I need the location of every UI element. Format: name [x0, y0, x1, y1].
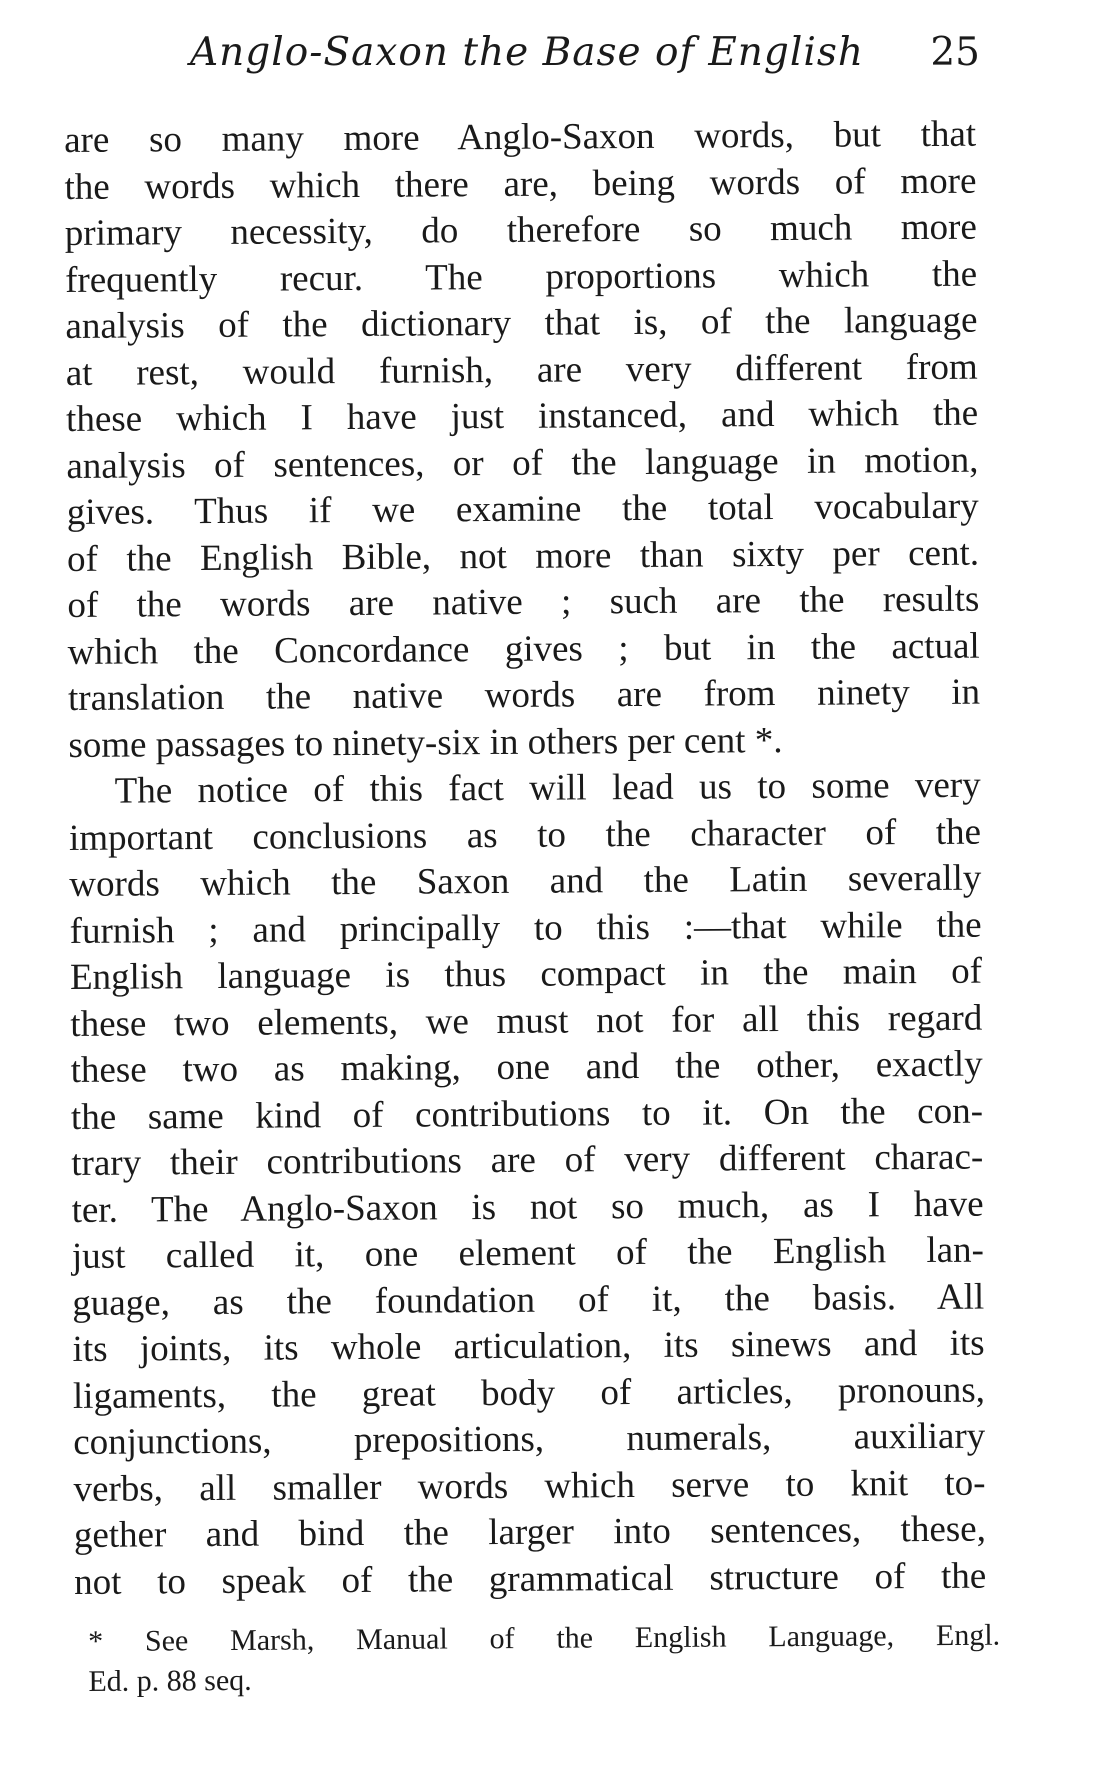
text-line: important conclusions as to the character of the [68, 811, 982, 859]
footnote-line: * See Marsh, Manual of the English Language, Engl. [88, 1618, 1001, 1658]
text-line: not to speak of the grammatical structure of the [74, 1555, 987, 1603]
text-line: these two elements, we must not for all this regard [70, 997, 983, 1045]
text-line: are so many more Anglo-Saxon words, but that [64, 113, 977, 161]
text-line: verbs, all smaller words which serve to knit to- [73, 1462, 986, 1510]
text-line: its joints, its whole articulation, its sinews and its [72, 1322, 985, 1370]
text-line: trary their contributions are of very different charac- [71, 1136, 984, 1184]
body-text [64, 112, 986, 1606]
text-line: of the words are native ; such are the results [67, 578, 980, 626]
text-line: frequently recur. The proportions which the [64, 253, 978, 301]
text-line: these two as making, one and the other, exactly [70, 1043, 983, 1091]
text-line: translation the native words are from ninety in [67, 671, 981, 719]
text-line: at rest, would furnish, are very different from [65, 346, 978, 394]
text-line: ligaments, the great body of articles, pronouns, [72, 1369, 986, 1417]
text-line: some passages to ninety-six in others per cent *. [68, 719, 783, 766]
footnote [88, 1616, 1001, 1702]
text-line: furnish ; and principally to this :—that while the [69, 904, 982, 952]
text-line: just called it, one element of the English lan- [71, 1229, 985, 1277]
running-title: Anglo-Saxon the Base of English [190, 30, 864, 75]
text-line: gether and bind the larger into sentences, these, [73, 1508, 987, 1556]
text-line: English language is thus compact in the main of [69, 950, 983, 998]
running-head [190, 30, 980, 90]
text-line: gives. Thus if we examine the total vocabulary [66, 485, 979, 533]
paragraph-start-line: The notice of this fact will lead us to some very [114, 764, 981, 812]
text-line: the same kind of contributions to it. On the con- [70, 1090, 984, 1138]
text-line: conjunctions, prepositions, numerals, auxiliary [73, 1415, 986, 1463]
text-line: these which I have just instanced, and which the [65, 392, 979, 440]
text-line: of the English Bible, not more than sixty per cent. [66, 532, 980, 580]
text-line: guage, as the foundation of it, the basis. All [72, 1276, 985, 1324]
text-line: primary necessity, do therefore so much more [64, 206, 977, 254]
text-line: which the Concordance gives ; but in the actual [67, 625, 980, 673]
footnote-line: Ed. p. 88 seq. [88, 1663, 252, 1698]
text-line: analysis of the dictionary that is, of the language [65, 299, 978, 347]
text-line: words which the Saxon and the Latin severally [69, 857, 982, 905]
text-line: ter. The Anglo-Saxon is not so much, as I have [71, 1183, 984, 1231]
page-number: 25 [930, 30, 980, 75]
text-line: analysis of sentences, or of the language in motion, [66, 439, 979, 487]
text-line: the words which there are, being words of more [64, 160, 977, 208]
